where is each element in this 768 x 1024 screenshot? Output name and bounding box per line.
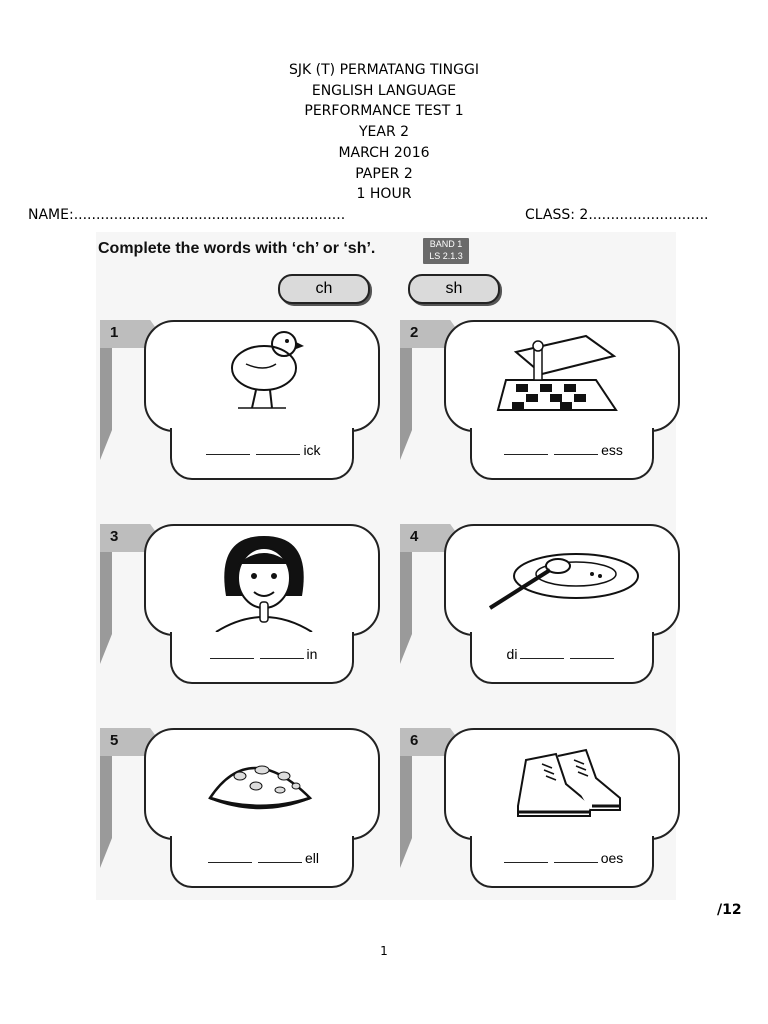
girl-chin-icon [146, 526, 378, 634]
word-prefix: di [506, 646, 518, 662]
page-number: 1 [380, 944, 388, 958]
year: YEAR 2 [358, 124, 410, 141]
blank-2[interactable] [256, 444, 300, 455]
class-field[interactable]: CLASS: 2........................... [525, 207, 709, 223]
word-suffix: ell [304, 850, 319, 866]
subject: ENGLISH LANGUAGE [311, 82, 457, 99]
item-card-5 [100, 728, 390, 898]
blank-1[interactable] [504, 444, 548, 455]
blank-2[interactable] [260, 648, 304, 659]
paper: PAPER 2 [355, 165, 413, 182]
item-card-2 [400, 320, 690, 490]
dish-icon [446, 526, 678, 634]
answer-box [470, 836, 654, 888]
picture-box [444, 320, 680, 432]
item-card-3 [100, 524, 390, 694]
item-card-1 [100, 320, 390, 490]
picture-box [444, 524, 680, 636]
chick-icon [146, 322, 378, 430]
picture-box [144, 524, 380, 636]
picture-box [444, 728, 680, 840]
blank-2[interactable] [554, 444, 598, 455]
picture-box [144, 320, 380, 432]
blank-1[interactable] [520, 648, 564, 659]
blank-2[interactable] [554, 852, 598, 863]
item-number: 1 [110, 324, 119, 341]
blank-2[interactable] [570, 648, 614, 659]
chess-icon [446, 322, 678, 430]
answer-box [170, 632, 354, 684]
item-number: 5 [110, 732, 119, 749]
duration: 1 HOUR [356, 186, 412, 203]
shoes-icon [446, 730, 678, 838]
item-number: 4 [410, 528, 419, 545]
option-ch: ch [278, 274, 370, 304]
date: MARCH 2016 [338, 144, 430, 161]
blank-1[interactable] [504, 852, 548, 863]
word-suffix: oes [600, 850, 624, 866]
item-number: 2 [410, 324, 419, 341]
test-title: PERFORMANCE TEST 1 [304, 103, 464, 120]
word-suffix: ick [303, 442, 321, 458]
answer-box [470, 428, 654, 480]
blank-1[interactable] [210, 648, 254, 659]
worksheet [96, 232, 676, 900]
item-number: 3 [110, 528, 119, 545]
blank-1[interactable] [206, 444, 250, 455]
word-suffix: in [306, 646, 318, 662]
item-number: 6 [410, 732, 419, 749]
band-badge [423, 238, 469, 264]
answer-box [170, 836, 354, 888]
instruction: Complete the words with ‘ch’ or ‘sh’. [98, 240, 376, 257]
answer-box [470, 632, 654, 684]
blank-2[interactable] [258, 852, 302, 863]
band-label: BAND 1 [429, 239, 463, 249]
option-sh: sh [408, 274, 500, 304]
test-header [0, 60, 768, 205]
item-card-6 [400, 728, 690, 898]
blank-1[interactable] [208, 852, 252, 863]
picture-box [144, 728, 380, 840]
school-name: SJK (T) PERMATANG TINGGI [289, 62, 479, 78]
shell-icon [146, 730, 378, 838]
score-total: /12 [717, 902, 742, 918]
answer-box [170, 428, 354, 480]
name-field[interactable]: NAME:............................................................. [28, 207, 346, 223]
word-suffix: ess [601, 442, 623, 458]
ls-label: LS 2.1.3 [429, 251, 463, 261]
item-card-4 [400, 524, 690, 694]
